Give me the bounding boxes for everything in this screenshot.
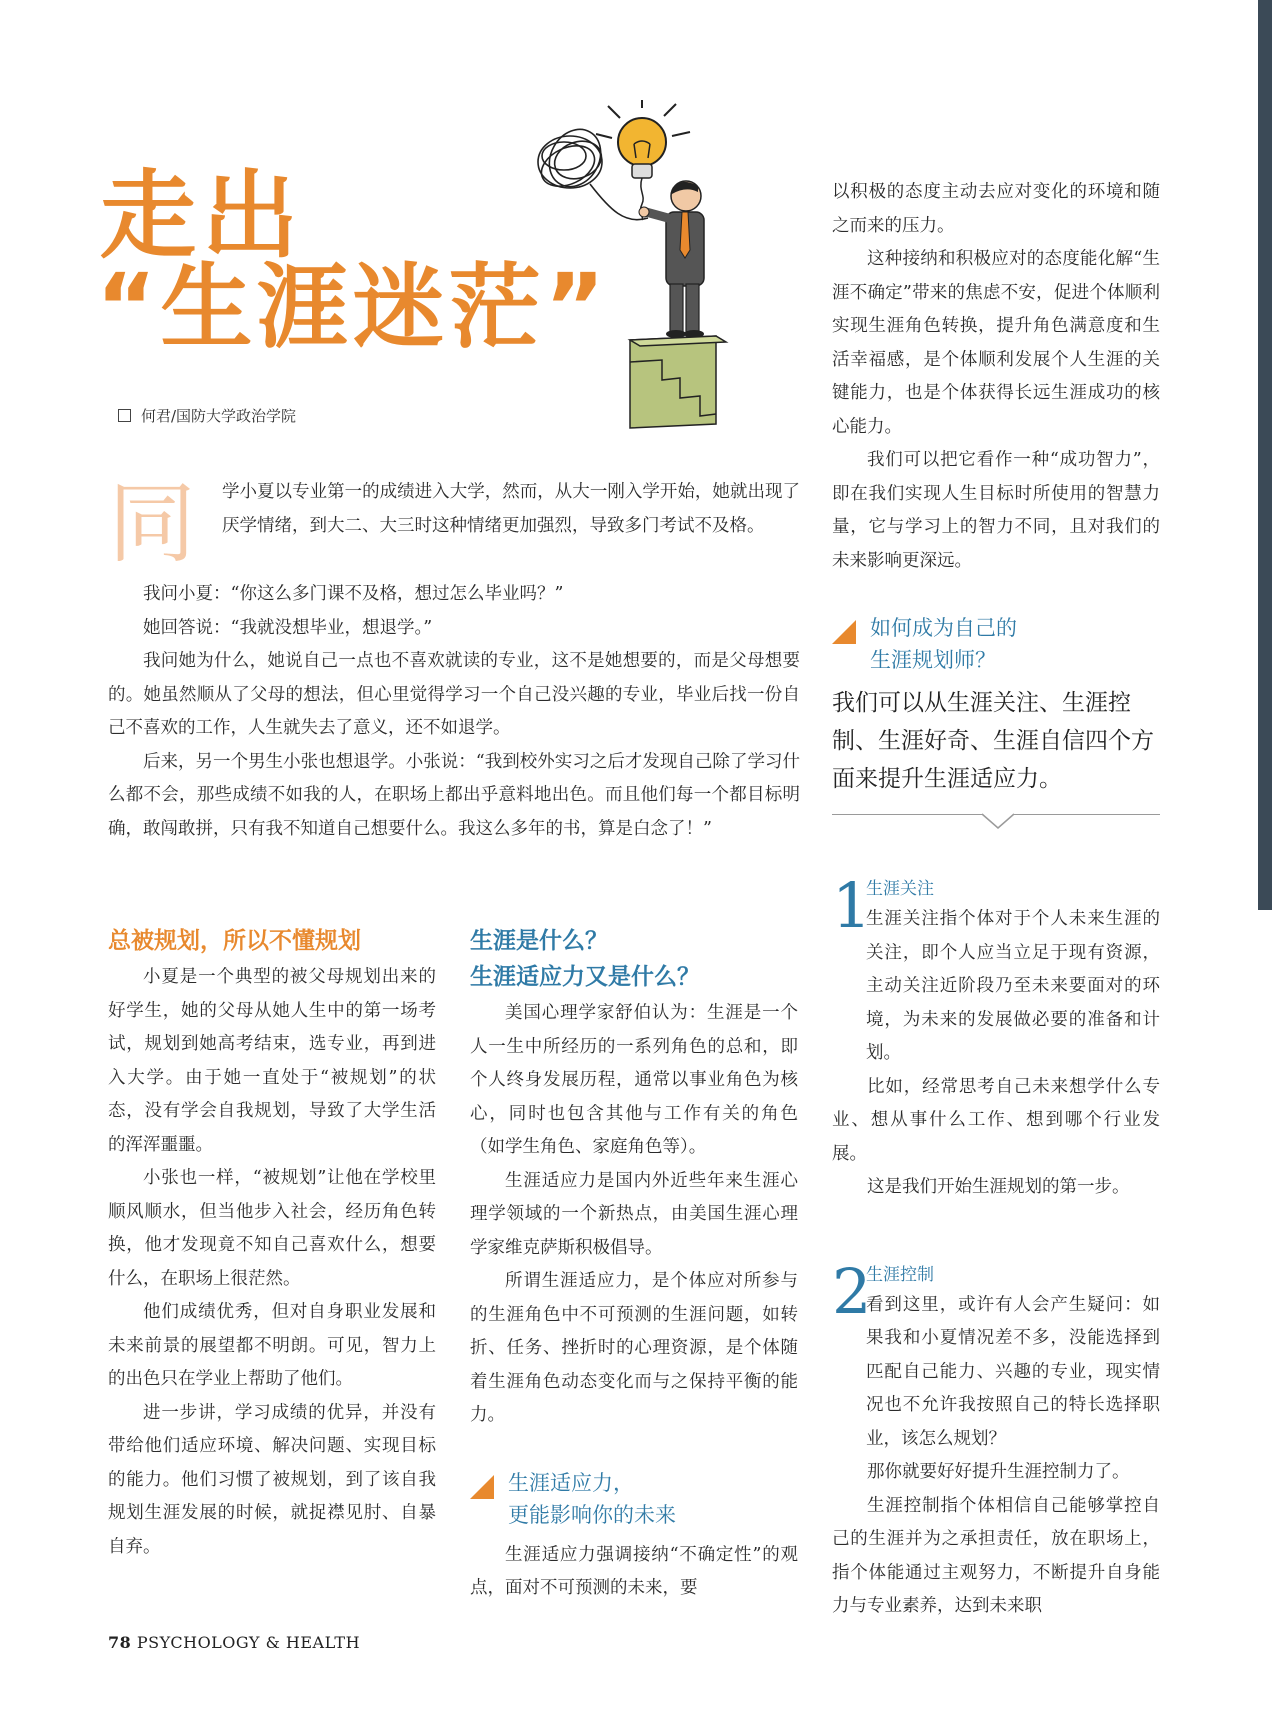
col1-paragraph-2: 小张也一样，“被规划”让他在学校里顺风顺水，但当他步入社会，经历角色转换，他才发现竟不知自己喜欢什么，想要什么，在职场上很茫然。 — [108, 1168, 436, 1289]
subheading-adaptability-line2: 更能影响你的未来 — [508, 1502, 676, 1527]
byline-text: 何君/国防大学政治学院 — [141, 407, 297, 425]
subheading-planner-line2: 生涯规划师？ — [870, 648, 996, 672]
pull-quote-divider — [832, 814, 1160, 837]
triangle-marker-icon — [470, 1475, 494, 1499]
col2-paragraph-4: 生涯适应力强调接纳“不确定性”的观点，面对不可预测的未来，要 — [470, 1544, 798, 1598]
control-paragraph-1: 看到这里，或许有人会产生疑问：如果我和小夏情况差不多，没能选择到匹配自己能力、兴趣的专业，现实情况也不允许我按照自己的特长选择职业，该怎么规划？ — [866, 1294, 1160, 1449]
col3-paragraph-1: 以积极的态度主动去应对变化的环境和随之而来的压力。 — [832, 182, 1160, 236]
subsection-career-control — [832, 1254, 1160, 1457]
subsection-number-1: 1 — [832, 869, 872, 942]
page-number: 78 — [108, 1633, 132, 1652]
col3-paragraph-2: 这种接纳和积极应对的态度能化解“生涯不确定”带来的焦虑不安，促进个体顺利实现生涯角色转换，提升角色满意度和生活幸福感，是个体顺利发展个人生涯的关键能力，也是个体获得长远生涯成功的核心能力。 — [832, 249, 1160, 437]
col3-paragraph-3: 我们可以把它看作一种“成功智力”，即在我们实现人生目标时所使用的智慧力量，它与学习上的智力不同，且对我们的未来影响更深远。 — [832, 450, 1160, 571]
triangle-marker-icon — [832, 620, 856, 644]
column-3 — [832, 176, 1160, 1624]
article-title-line1: 走出 — [100, 160, 304, 272]
magazine-name: PSYCHOLOGY & HEALTH — [136, 1633, 361, 1652]
col2-paragraph-1: 美国心理学家舒伯认为：生涯是一个人一生中所经历的一系列角色的总和，即个人终身发展历程，通常以事业角色为核心，同时也包含其他与工作有关的角色（如学生角色、家庭角色等）。 — [470, 1003, 798, 1157]
subheading-adaptability — [470, 1467, 798, 1531]
section-heading-planned: 总被规划，所以不懂规划 — [108, 928, 361, 954]
checkbox-square-icon — [118, 409, 131, 422]
byline — [118, 405, 296, 426]
intro-paragraph-3: 她回答说：“我就没想毕业，想退学。” — [143, 617, 433, 638]
subsection-career-concern — [832, 869, 1160, 1071]
control-paragraph-3: 生涯控制指个体相信自己能够掌控自己的生涯并为之承担责任，放在职场上，指个体能通过主观努力，不断提升自身能力与专业素养，达到未来职 — [832, 1495, 1160, 1616]
intro-paragraph-4: 我问她为什么，她说自己一点也不喜欢就读的专业，这不是她想要的，而是父母想要的。她虽然顺从了父母的想法，但心里觉得学习一个自己没兴趣的专业，毕业后找一份自己不喜欢的工作，人生就失去了意义，还不如退学。 — [108, 651, 800, 738]
intro-section — [108, 472, 800, 846]
col1-paragraph-3: 他们成绩优秀，但对自身职业发展和未来前景的展望都不明朗。可见，智力上的出色只在学业上帮助了他们。 — [108, 1302, 436, 1389]
intro-paragraph-2: 我问小夏：“你这么多门课不及格，想过怎么毕业吗？” — [143, 584, 564, 604]
divider-notch-icon — [982, 814, 1014, 830]
column-1 — [108, 925, 436, 1564]
subsection-number-2: 2 — [832, 1254, 872, 1328]
intro-paragraph-1: 学小夏以专业第一的成绩进入大学，然而，从大一刚入学开始，她就出现了厌学情绪，到大二、大三时这种情绪更加强烈，导致多门考试不及格。 — [222, 482, 800, 536]
section-heading-career-line1: 生涯是什么？ — [470, 928, 608, 954]
col1-paragraph-1: 小夏是一个典型的被父母规划出来的好学生，她的父母从她人生中的第一场考试，规划到她高考结束，选专业，再到进入大学。由于她一直处于“被规划”的状态，没有学会自我规划，导致了大学生活的浑浑噩噩。 — [108, 967, 436, 1155]
intro-paragraph-5: 后来，另一个男生小张也想退学。小张说：“我到校外实习之后才发现自己除了学习什么都不会，那些成绩不如我的人，在职场上都出乎意料地出色。而且他们每一个都目标明确，敢闯敢拼，只有我不知道自己想要什么。我这么多年的书，算是白念了！” — [108, 751, 800, 839]
section-heading-career-line2: 生涯适应力又是什么？ — [470, 964, 700, 990]
page-footer — [108, 1633, 360, 1652]
concern-paragraph-2: 比如，经常思考自己未来想学什么专业、想从事什么工作、想到哪个行业发展。 — [832, 1076, 1160, 1164]
dropcap: 同 — [108, 472, 197, 575]
subheading-adaptability-line1: 生涯适应力， — [508, 1470, 634, 1495]
col2-paragraph-2: 生涯适应力是国内外近些年来生涯心理学领域的一个新热点，由美国生涯心理学家维克萨斯积极倡导。 — [470, 1170, 798, 1258]
article-title-line2: “生涯迷茫” — [96, 254, 609, 361]
subsection-label-control: 生涯控制 — [866, 1264, 934, 1285]
pull-quote: 我们可以从生涯关注、生涯控制、生涯好奇、生涯自信四个方面来提升生涯适应力。 — [832, 690, 1154, 792]
concern-paragraph-1: 生涯关注指个体对于个人未来生涯的关注，即个人应当立足于现有资源，主动关注近阶段乃至未来要面对的环境，为未来的发展做必要的准备和计划。 — [866, 909, 1160, 1063]
col2-paragraph-3: 所谓生涯适应力，是个体应对所参与的生涯角色中不可预测的生涯问题，如转折、任务、挫折时的心理资源，是个体随着生涯角色动态变化而与之保持平衡的能力。 — [470, 1271, 798, 1425]
concern-paragraph-3: 这是我们开始生涯规划的第一步。 — [867, 1177, 1130, 1197]
subheading-planner — [832, 612, 1160, 676]
page-edge-tab — [1258, 0, 1272, 910]
subsection-label-concern: 生涯关注 — [866, 879, 934, 899]
col1-paragraph-4: 进一步讲，学习成绩的优异，并没有带给他们适应环境、解决问题、实现目标的能力。他们习惯了被规划，到了该自我规划生涯发展的时候，就捉襟见肘、自暴自弃。 — [108, 1402, 436, 1557]
man-holding-lightbulb-illustration — [530, 100, 800, 430]
control-paragraph-2: 那你就要好好提升生涯控制力了。 — [867, 1462, 1130, 1482]
subheading-planner-line1: 如何成为自己的 — [870, 616, 1017, 640]
column-2 — [470, 925, 798, 1606]
